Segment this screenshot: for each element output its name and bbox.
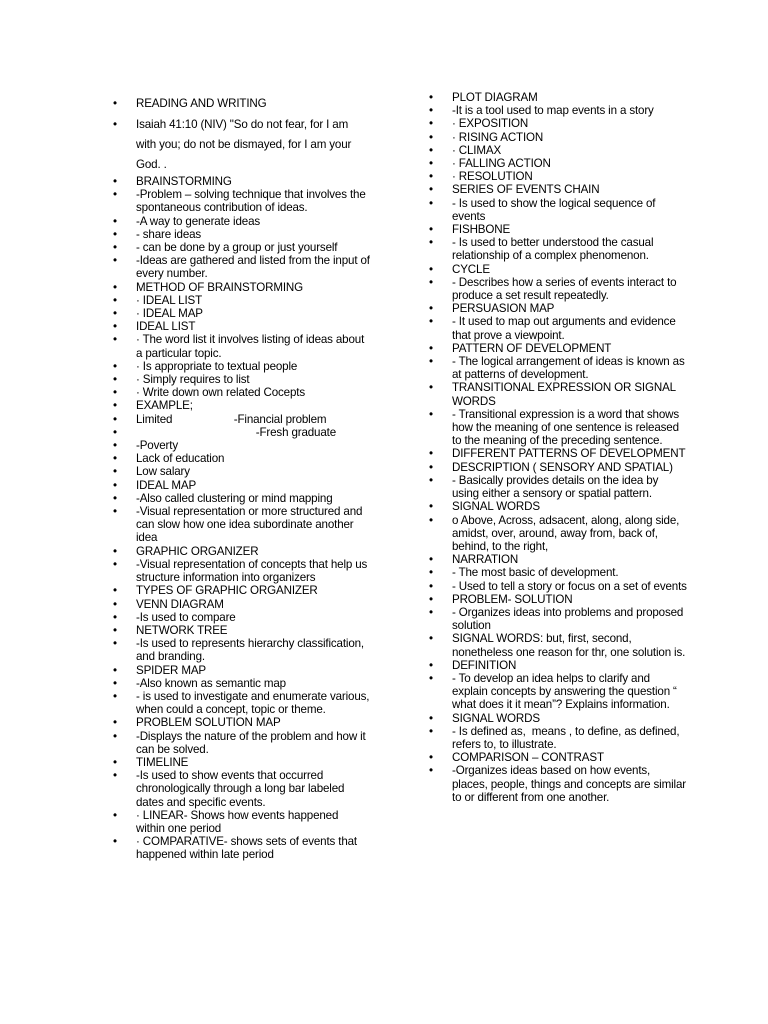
list-item-text: CYCLE xyxy=(452,262,490,276)
list-item xyxy=(110,320,370,333)
list-item xyxy=(426,659,688,672)
list-item xyxy=(110,215,370,228)
list-item-text: -Fresh graduate xyxy=(136,425,337,439)
right-column xyxy=(426,91,688,804)
list-item-text: - To develop an idea helps to clarify and explain concepts by answering the question “ what does it it mean”? Explains information. xyxy=(452,671,680,712)
list-item xyxy=(110,452,370,465)
list-item-text: · RISING ACTION xyxy=(452,130,544,144)
bullet-icon: • xyxy=(113,729,117,743)
bullet-icon: • xyxy=(113,425,117,439)
list-item-text: -Poverty xyxy=(136,439,178,453)
list-item xyxy=(426,91,688,104)
bullet-icon: • xyxy=(113,373,117,387)
list-item xyxy=(110,254,373,281)
list-item xyxy=(426,461,688,474)
bullet-icon: • xyxy=(429,157,433,171)
list-item xyxy=(426,342,688,355)
bullet-icon: • xyxy=(429,130,433,144)
bullet-icon: • xyxy=(113,584,117,598)
bullet-icon: • xyxy=(113,610,117,624)
list-item-text: DEFINITION xyxy=(452,658,517,672)
bullet-icon: • xyxy=(113,175,117,188)
list-item xyxy=(110,492,370,505)
list-item-text: - is used to investigate and enumerate various, when could a concept, topic or theme. xyxy=(136,689,373,717)
list-item-text: GRAPHIC ORGANIZER xyxy=(136,544,259,558)
list-item xyxy=(426,223,688,236)
list-item-text: TRANSITIONAL EXPRESSION OR SIGNAL WORDS xyxy=(452,381,679,408)
bullet-icon: • xyxy=(113,293,117,307)
list-item-text: FISHBONE xyxy=(452,223,511,237)
bullet-icon: • xyxy=(429,658,433,672)
bullet-icon: • xyxy=(429,302,433,316)
list-item xyxy=(426,593,688,606)
list-item xyxy=(426,355,688,381)
list-item xyxy=(110,584,370,597)
list-item xyxy=(426,276,688,302)
list-item-text: Limited -Financial problem xyxy=(136,412,327,426)
bullet-icon: • xyxy=(113,465,117,479)
list-item xyxy=(426,566,688,579)
list-item-text: METHOD OF BRAINSTORMING xyxy=(136,280,304,294)
list-item-text: · Simply requires to list xyxy=(136,373,250,387)
bullet-icon: • xyxy=(429,91,433,104)
list-item-text: -Also known as semantic map xyxy=(136,676,286,690)
list-item-text: · RESOLUTION xyxy=(452,170,533,184)
bullet-icon: • xyxy=(113,97,117,110)
left-bullet-list xyxy=(110,94,373,862)
list-item-text: -Organizes ideas based on how events, places, people, things and concepts are similar to or different from one another. xyxy=(452,764,690,804)
list-item-text: EXAMPLE; xyxy=(136,399,193,413)
list-item xyxy=(426,751,688,764)
bullet-icon: • xyxy=(429,183,433,197)
list-item xyxy=(110,360,370,373)
list-item-text: - Is used to better understood the casual relationship of a complex phenomenon. xyxy=(452,236,657,263)
list-item-text: -Ideas are gathered and listed from the input of every number. xyxy=(136,254,373,281)
list-item xyxy=(426,197,688,223)
list-item xyxy=(110,598,370,611)
bullet-icon: • xyxy=(429,764,433,778)
left-column xyxy=(110,94,373,862)
list-item-text: COMPARISON – CONTRAST xyxy=(452,751,604,765)
bullet-icon: • xyxy=(429,275,433,289)
list-item-text: VENN DIAGRAM xyxy=(136,597,224,611)
list-item xyxy=(426,157,688,170)
list-item xyxy=(426,104,688,117)
list-item xyxy=(110,505,370,545)
bullet-icon: • xyxy=(113,637,117,651)
bullet-icon: • xyxy=(113,118,117,131)
list-item xyxy=(110,307,370,320)
bullet-icon: • xyxy=(429,196,433,210)
list-item-text: · IDEAL LIST xyxy=(136,293,203,307)
list-item xyxy=(426,144,688,157)
list-item xyxy=(110,115,370,175)
bullet-icon: • xyxy=(429,711,433,725)
list-item xyxy=(426,381,688,407)
bullet-icon: • xyxy=(113,491,117,505)
list-item xyxy=(110,228,370,241)
list-item xyxy=(110,611,370,624)
bullet-icon: • xyxy=(113,505,117,519)
list-item-text: TIMELINE xyxy=(136,755,189,769)
bullet-icon: • xyxy=(429,117,433,131)
bullet-icon: • xyxy=(113,544,117,558)
bullet-icon: • xyxy=(429,724,433,738)
list-item-text: -Also called clustering or mind mapping xyxy=(136,491,333,505)
bullet-icon: • xyxy=(113,835,117,849)
bullet-icon: • xyxy=(113,439,117,453)
bullet-icon: • xyxy=(113,280,117,294)
list-item xyxy=(110,241,370,254)
list-item-text: - The logical arrangement of ideas is known as at patterns of development. xyxy=(452,355,688,382)
list-item-text: -Is used to show events that occurred chronologically through a long bar labeled dates and specific events. xyxy=(136,769,348,809)
bullet-icon: • xyxy=(429,473,433,487)
bullet-icon: • xyxy=(113,214,117,228)
bullet-icon: • xyxy=(113,623,117,637)
bullet-icon: • xyxy=(429,170,433,184)
list-item xyxy=(426,302,688,315)
list-item xyxy=(426,183,688,196)
list-item xyxy=(110,716,370,729)
bullet-icon: • xyxy=(429,460,433,474)
list-item xyxy=(426,315,688,341)
list-item xyxy=(426,170,688,183)
list-item-text: -A way to generate ideas xyxy=(136,214,261,228)
list-item-text: · IDEAL MAP xyxy=(136,307,203,321)
list-item xyxy=(110,637,370,663)
list-item-text: - The most basic of development. xyxy=(452,566,619,580)
list-item-text: Low salary xyxy=(136,465,190,479)
list-item xyxy=(426,514,688,554)
bullet-icon: • xyxy=(113,597,117,611)
list-item xyxy=(426,606,688,632)
list-item-text: TYPES OF GRAPHIC ORGANIZER xyxy=(136,584,318,598)
list-item xyxy=(110,281,370,294)
bullet-icon: • xyxy=(113,689,117,703)
bullet-icon: • xyxy=(429,553,433,567)
list-item-text: SPIDER MAP xyxy=(136,663,207,677)
list-item-text: -Is used to compare xyxy=(136,610,236,624)
bullet-icon: • xyxy=(113,241,117,255)
list-item xyxy=(110,94,370,114)
bullet-icon: • xyxy=(113,769,117,783)
list-item-text: -Displays the nature of the problem and how it can be solved. xyxy=(136,729,369,756)
bullet-icon: • xyxy=(429,632,433,646)
list-item-text: · CLIMAX xyxy=(452,143,502,157)
list-item-text: - can be done by a group or just yourself xyxy=(136,241,338,255)
list-item xyxy=(110,175,370,188)
bullet-icon: • xyxy=(113,676,117,690)
bullet-icon: • xyxy=(429,223,433,237)
bullet-icon: • xyxy=(429,236,433,250)
list-item-text: -Problem – solving technique that involves the spontaneous contribution of ideas. xyxy=(136,188,369,215)
bullet-icon: • xyxy=(113,755,117,769)
list-item xyxy=(110,677,370,690)
bullet-icon: • xyxy=(113,359,117,373)
list-item-text: - Transitional expression is a word that shows how the meaning of one sentence is released to the meaning of the preceding sentence. xyxy=(452,407,683,448)
list-item-text: SIGNAL WORDS xyxy=(452,711,540,725)
list-item xyxy=(110,664,370,677)
bullet-icon: • xyxy=(113,307,117,321)
bullet-icon: • xyxy=(113,452,117,466)
list-item xyxy=(110,439,370,452)
list-item xyxy=(426,474,688,500)
list-item xyxy=(426,632,688,658)
bullet-icon: • xyxy=(113,386,117,400)
bullet-icon: • xyxy=(429,143,433,157)
list-item-text: PROBLEM- SOLUTION xyxy=(452,592,573,606)
bullet-icon: • xyxy=(113,320,117,334)
bullet-icon: • xyxy=(113,412,117,426)
list-item xyxy=(426,712,688,725)
list-item-text: SERIES OF EVENTS CHAIN xyxy=(452,183,600,197)
list-item-text: NETWORK TREE xyxy=(136,623,228,637)
list-item-text: · LINEAR- Shows how events happened within one period xyxy=(136,808,342,835)
list-item xyxy=(110,479,370,492)
list-item-text: · COMPARATIVE- shows sets of events that happened within late period xyxy=(136,835,361,862)
list-item xyxy=(426,553,688,566)
list-item-text: PROBLEM SOLUTION MAP xyxy=(136,716,281,730)
bullet-icon: • xyxy=(113,478,117,492)
bullet-icon: • xyxy=(113,254,117,268)
list-item-text: · FALLING ACTION xyxy=(452,157,551,171)
list-item xyxy=(110,465,370,478)
list-item-text: - Organizes ideas into problems and proposed solution xyxy=(452,605,687,633)
list-item xyxy=(426,117,688,130)
list-item-text: PATTERN OF DEVELOPMENT xyxy=(452,341,612,355)
list-item xyxy=(110,399,370,412)
bullet-icon: • xyxy=(113,399,117,413)
list-item-text: - It used to map out arguments and evidence that prove a viewpoint. xyxy=(452,315,679,342)
list-item xyxy=(426,580,688,593)
list-item xyxy=(110,188,370,214)
list-item xyxy=(110,413,370,426)
list-item xyxy=(110,294,370,307)
bullet-icon: • xyxy=(429,262,433,276)
list-item-text: - Is defined as, means , to define, as defined, refers to, to illustrate. xyxy=(452,724,683,751)
bullet-icon: • xyxy=(429,500,433,514)
bullet-icon: • xyxy=(113,188,117,202)
list-item-text: PLOT DIAGRAM xyxy=(452,91,538,104)
list-item xyxy=(426,131,688,144)
list-item xyxy=(110,809,370,835)
bullet-icon: • xyxy=(429,355,433,369)
bullet-icon: • xyxy=(429,605,433,619)
bullet-icon: • xyxy=(429,592,433,606)
list-item xyxy=(110,426,370,439)
list-item xyxy=(110,558,370,584)
bullet-icon: • xyxy=(429,381,433,395)
list-item-text: Lack of education xyxy=(136,452,225,466)
list-item-text: PERSUASION MAP xyxy=(452,302,555,316)
bullet-icon: • xyxy=(429,671,433,685)
bullet-icon: • xyxy=(113,227,117,241)
list-item-text: -It is a tool used to map events in a story xyxy=(452,104,654,118)
list-item-text: o Above, Across, adsacent, along, along side, amidst, over, around, away from, back of, behind, to the right, xyxy=(452,513,683,553)
list-item-text: IDEAL MAP xyxy=(136,478,197,492)
list-item-text: -Visual representation or more structured and can slow how one idea subordinate another idea xyxy=(136,505,366,545)
bullet-icon: • xyxy=(113,808,117,822)
list-item xyxy=(110,545,370,558)
list-item-text: - share ideas xyxy=(136,227,202,241)
list-item xyxy=(110,624,370,637)
list-item-text: - Basically provides details on the idea by using either a sensory or spatial pattern. xyxy=(452,473,662,501)
list-item xyxy=(426,263,688,276)
list-item-text: -Is used to represents hierarchy classification, and branding. xyxy=(136,637,368,664)
list-item xyxy=(426,447,688,460)
list-item-text: SIGNAL WORDS xyxy=(452,500,540,514)
list-item-text: - Is used to show the logical sequence of events xyxy=(452,196,659,223)
list-item-text: IDEAL LIST xyxy=(136,320,196,334)
list-item-text: SIGNAL WORDS: but, first, second, nonetheless one reason for thr, one solution is. xyxy=(452,632,686,659)
list-item-text: READING AND WRITING xyxy=(136,97,267,110)
bullet-icon: • xyxy=(429,447,433,461)
bullet-icon: • xyxy=(429,104,433,118)
bullet-icon: • xyxy=(429,579,433,593)
bullet-icon: • xyxy=(113,663,117,677)
bullet-icon: • xyxy=(113,557,117,571)
list-item xyxy=(426,408,688,448)
list-item-text: DIFFERENT PATTERNS OF DEVELOPMENT xyxy=(452,447,686,461)
list-item xyxy=(110,689,373,717)
list-item-text: · The word list it involves listing of ideas about a particular topic. xyxy=(136,333,368,360)
bullet-icon: • xyxy=(429,566,433,580)
list-item xyxy=(110,333,370,359)
list-item xyxy=(426,500,688,513)
list-item-text: · EXPOSITION xyxy=(452,117,529,131)
bullet-icon: • xyxy=(429,513,433,527)
list-item-text: Isaiah 41:10 (NIV) "So do not fear, for I am with you; do not be dismayed, for I am your God. . xyxy=(136,118,355,171)
list-item xyxy=(110,386,370,399)
bullet-icon: • xyxy=(429,315,433,329)
list-item-text: BRAINSTORMING xyxy=(136,175,232,188)
list-item xyxy=(110,769,370,809)
list-item-text: DESCRIPTION ( SENSORY AND SPATIAL) xyxy=(452,460,673,474)
list-item xyxy=(426,236,688,262)
list-item xyxy=(110,730,370,756)
list-item-text: · Write down own related Cocepts xyxy=(136,386,305,400)
bullet-icon: • xyxy=(429,407,433,421)
list-item-text: NARRATION xyxy=(452,553,519,567)
list-item-text: - Describes how a series of events interact to produce a set result repeatedly. xyxy=(452,275,680,303)
list-item xyxy=(426,725,688,751)
bullet-icon: • xyxy=(429,341,433,355)
bullet-icon: • xyxy=(113,333,117,347)
list-item xyxy=(426,764,688,804)
list-item xyxy=(426,672,688,712)
list-item-text: -Visual representation of concepts that help us structure information into organizers xyxy=(136,557,371,585)
bullet-icon: • xyxy=(429,751,433,765)
right-bullet-list xyxy=(426,91,688,804)
list-item xyxy=(110,756,370,769)
list-item xyxy=(110,373,370,386)
bullet-icon: • xyxy=(113,716,117,730)
list-item-text: · Is appropriate to textual people xyxy=(136,359,298,373)
list-item-text: - Used to tell a story or focus on a set of events xyxy=(452,579,687,593)
list-item xyxy=(110,835,370,861)
